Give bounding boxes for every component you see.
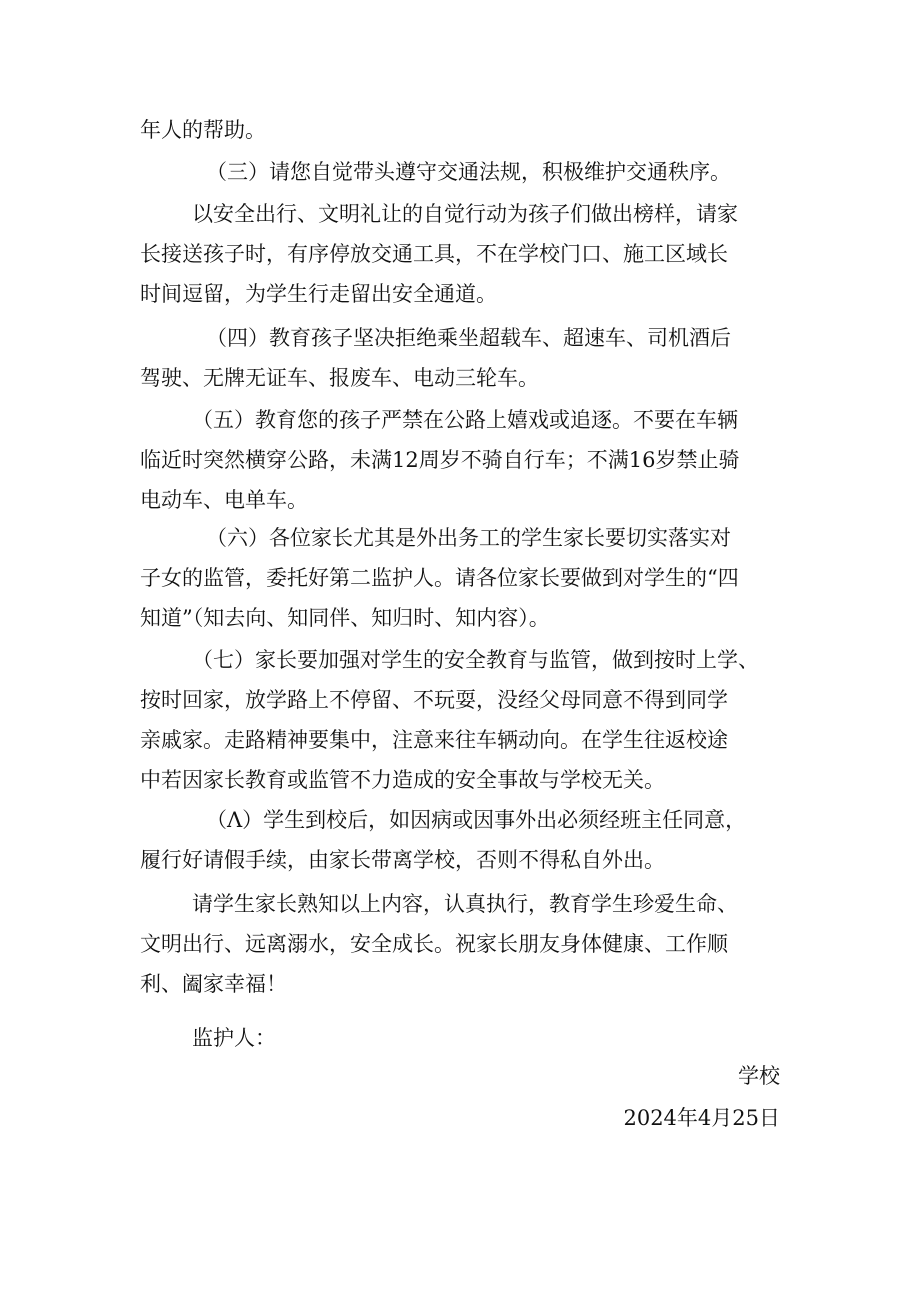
text-line: （Λ）学生到校后，如因病或因事外出必须经班主任同意， — [206, 808, 747, 832]
text-line: 文明出行、远离溺水，安全成长。祝家长朋友身体健康、工作顺 — [140, 932, 728, 956]
guardian-signature-line — [140, 1018, 780, 1058]
text-line: 驾驶、无牌无证车、报废车、电动三轮车。 — [140, 366, 539, 390]
text-line: 利、阖家幸福！ — [140, 972, 287, 996]
text-line: 子女的监管，委托好第二监护人。请各位家长要做到对学生的“四 — [140, 566, 739, 590]
text-line: 请学生家长熟知以上内容，认真执行，教育学生珍爱生命、 — [192, 892, 738, 916]
text-line: （四）教育孩子坚决拒绝乘坐超载车、超速车、司机酒后 — [206, 326, 731, 350]
text-line: 亲戚家。走路精神要集中，注意来往车辆动向。在学生往返校途 — [140, 728, 728, 752]
paragraph-item-7 — [140, 640, 780, 800]
paragraph-item-5 — [140, 400, 780, 520]
text-line: 知道”（知去向、知同伴、知归时、知内容）。 — [140, 606, 550, 630]
text-line: 履行好请假手续，由家长带离学校，否则不得私自外出。 — [140, 848, 665, 872]
paragraph-continuation — [140, 110, 780, 150]
text-line: （七）家长要加强对学生的安全教育与监管，做到按时上学、 — [192, 648, 759, 672]
paragraph-item-3-detail — [140, 194, 780, 314]
text-line: 临近时突然横穿公路，未满12周岁不骑自行车；不满16岁禁止骑 — [140, 448, 740, 472]
text-line: 年人的帮助。 — [140, 118, 266, 142]
document-date: 2024年4月25日 — [623, 1106, 780, 1130]
paragraph-item-3 — [140, 152, 780, 192]
paragraph-item-8 — [140, 800, 780, 880]
text-line: 中若因家长教育或监管不力造成的安全事故与学校无关。 — [140, 768, 665, 792]
school-signature: 学校 — [738, 1064, 780, 1088]
text-line: 长接送孩子时，有序停放交通工具，不在学校门口、施工区域长 — [140, 242, 728, 266]
text-line: 电动车、电单车。 — [140, 488, 308, 512]
text-line: 以安全出行、文明礼让的自觉行动为孩子们做出榜样，请家 — [192, 202, 738, 226]
guardian-label: 监护人： — [192, 1026, 276, 1050]
text-line: 按时回家，放学路上不停留、不玩耍，没经父母同意不得到同学 — [140, 688, 728, 712]
text-line: （五）教育您的孩子严禁在公路上嬉戏或追逐。不要在车辆 — [192, 408, 738, 432]
paragraph-closing — [140, 884, 780, 1004]
paragraph-item-4 — [140, 318, 780, 398]
paragraph-item-6 — [140, 518, 780, 638]
text-line: （三）请您自觉带头遵守交通法规，积极维护交通秩序。 — [206, 160, 731, 184]
text-line: （六）各位家长尤其是外出务工的学生家长要切实落实对 — [206, 526, 731, 550]
text-line: 时间逗留，为学生行走留出安全通道。 — [140, 282, 497, 306]
